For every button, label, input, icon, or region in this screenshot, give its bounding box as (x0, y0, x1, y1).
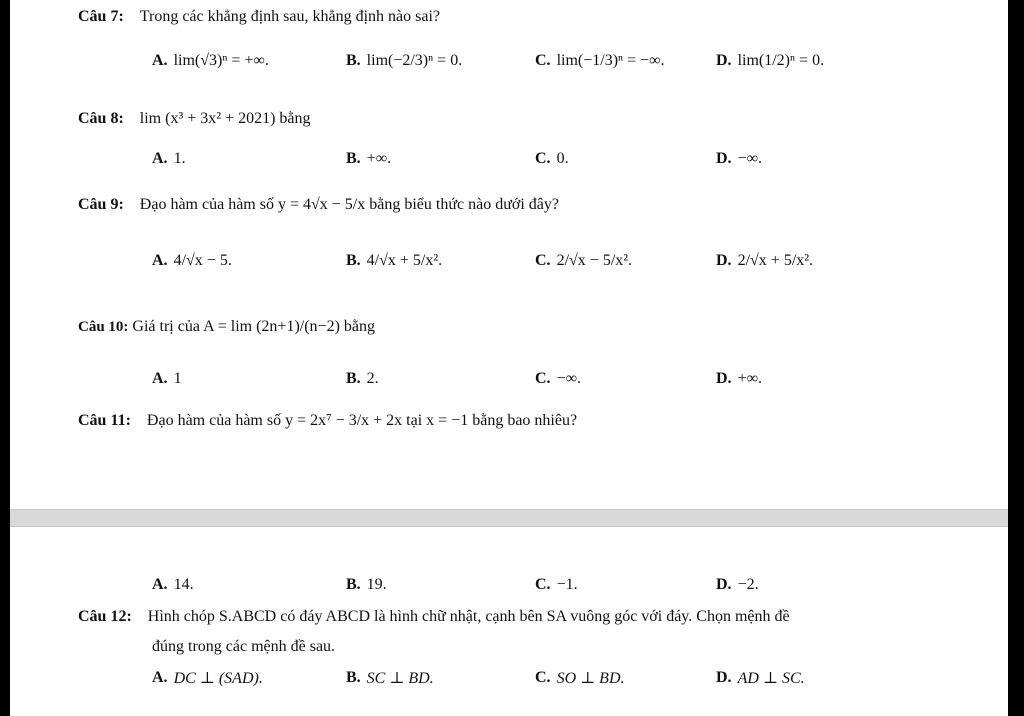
option-text: −2. (737, 576, 759, 593)
q11-option-a[interactable] (152, 576, 194, 594)
q7-option-c[interactable] (535, 52, 665, 70)
option-text: 4/√x − 5. (173, 252, 232, 269)
option-label: C. (535, 52, 551, 69)
option-text: lim(√3)ⁿ = +∞. (173, 52, 269, 69)
q10-option-a[interactable] (152, 370, 182, 388)
q7-option-b[interactable] (346, 52, 462, 70)
q12-option-b[interactable] (346, 668, 434, 688)
option-label: C. (535, 669, 551, 686)
option-text: +∞. (366, 150, 392, 167)
q10-option-c[interactable] (535, 370, 581, 388)
question-label: Câu 11: (78, 412, 131, 429)
option-label: D. (716, 370, 732, 387)
option-label: B. (346, 669, 361, 686)
option-label: A. (152, 576, 168, 593)
option-label: C. (535, 576, 551, 593)
question-label: Câu 12: (78, 608, 132, 625)
right-border (1008, 0, 1024, 716)
q7-option-a[interactable] (152, 52, 269, 70)
question-label: Câu 8: (78, 110, 124, 127)
option-text: −∞. (737, 150, 762, 167)
question-8 (78, 110, 311, 128)
option-text: 1 (173, 370, 182, 387)
option-text: SC ⊥ BD. (366, 670, 434, 687)
option-text: SO ⊥ BD. (556, 670, 625, 687)
option-label: C. (535, 252, 551, 269)
option-label: A. (152, 669, 168, 686)
option-label: A. (152, 370, 168, 387)
page-separator (10, 509, 1008, 527)
q10-option-d[interactable] (716, 370, 762, 388)
question-text: Đạo hàm của hàm số y = 2x⁷ − 3/x + 2x tại x = −1 bằng bao nhiêu? (146, 412, 578, 429)
q11-option-b[interactable] (346, 576, 387, 594)
option-label: B. (346, 576, 361, 593)
question-text: Giá trị của A = lim (2n+1)/(n−2) bằng (132, 318, 375, 335)
option-text: lim(1/2)ⁿ = 0. (737, 52, 825, 69)
option-text: lim(−2/3)ⁿ = 0. (366, 52, 463, 69)
option-label: D. (716, 576, 732, 593)
option-text: 2/√x − 5/x². (556, 252, 633, 269)
q7-option-d[interactable] (716, 52, 824, 70)
q9-option-c[interactable] (535, 252, 632, 270)
option-text: AD ⊥ SC. (737, 670, 805, 687)
option-label: B. (346, 52, 361, 69)
option-text: lim(−1/3)ⁿ = −∞. (556, 52, 665, 69)
q9-option-d[interactable] (716, 252, 813, 270)
q9-option-b[interactable] (346, 252, 442, 270)
question-label: Câu 9: (78, 196, 124, 213)
option-text: −1. (556, 576, 578, 593)
question-7 (78, 8, 440, 26)
q8-option-d[interactable] (716, 150, 762, 168)
question-text: lim (x³ + 3x² + 2021) bằng (139, 110, 311, 127)
option-text: 2/√x + 5/x². (737, 252, 814, 269)
q11-option-c[interactable] (535, 576, 578, 594)
question-11 (78, 412, 577, 430)
option-text: +∞. (737, 370, 762, 387)
question-text: Trong các khẳng định sau, khẳng định nào sai? (139, 8, 441, 25)
question-9 (78, 196, 559, 214)
option-label: B. (346, 370, 361, 387)
q12-option-d[interactable] (716, 668, 805, 688)
option-label: A. (152, 52, 168, 69)
option-label: B. (346, 150, 361, 167)
question-label: Câu 7: (78, 8, 124, 25)
question-text: Đạo hàm của hàm số y = 4√x − 5/x bằng biểu thức nào dưới đây? (139, 196, 559, 213)
option-text: 0. (556, 150, 569, 167)
q8-option-b[interactable] (346, 150, 391, 168)
q12-option-c[interactable] (535, 668, 625, 688)
question-12 (78, 608, 790, 626)
option-text: 2. (366, 370, 379, 387)
option-label: A. (152, 150, 168, 167)
q8-option-c[interactable] (535, 150, 569, 168)
option-label: A. (152, 252, 168, 269)
q9-option-a[interactable] (152, 252, 232, 270)
option-label: B. (346, 252, 361, 269)
q12-option-a[interactable] (152, 668, 263, 688)
option-text: 4/√x + 5/x². (366, 252, 443, 269)
option-label: D. (716, 52, 732, 69)
question-12-continued (152, 638, 335, 656)
left-border (0, 0, 10, 716)
option-label: D. (716, 150, 732, 167)
option-label: D. (716, 669, 732, 686)
question-text-line1: Hình chóp S.ABCD có đáy ABCD là hình chữ nhật, cạnh bên SA vuông góc với đáy. Chọn mệnh đề (147, 608, 790, 625)
option-label: C. (535, 370, 551, 387)
option-label: D. (716, 252, 732, 269)
q10-option-b[interactable] (346, 370, 379, 388)
q11-option-d[interactable] (716, 576, 759, 594)
question-10 (78, 318, 375, 336)
option-text: 19. (366, 576, 387, 593)
option-label: C. (535, 150, 551, 167)
question-label: Câu 10: (78, 318, 129, 335)
question-text-line2: đúng trong các mệnh đề sau. (152, 638, 336, 655)
q8-option-a[interactable] (152, 150, 186, 168)
option-text: 14. (173, 576, 194, 593)
option-text: 1. (173, 150, 186, 167)
option-text: DC ⊥ (SAD). (173, 670, 263, 687)
option-text: −∞. (556, 370, 581, 387)
